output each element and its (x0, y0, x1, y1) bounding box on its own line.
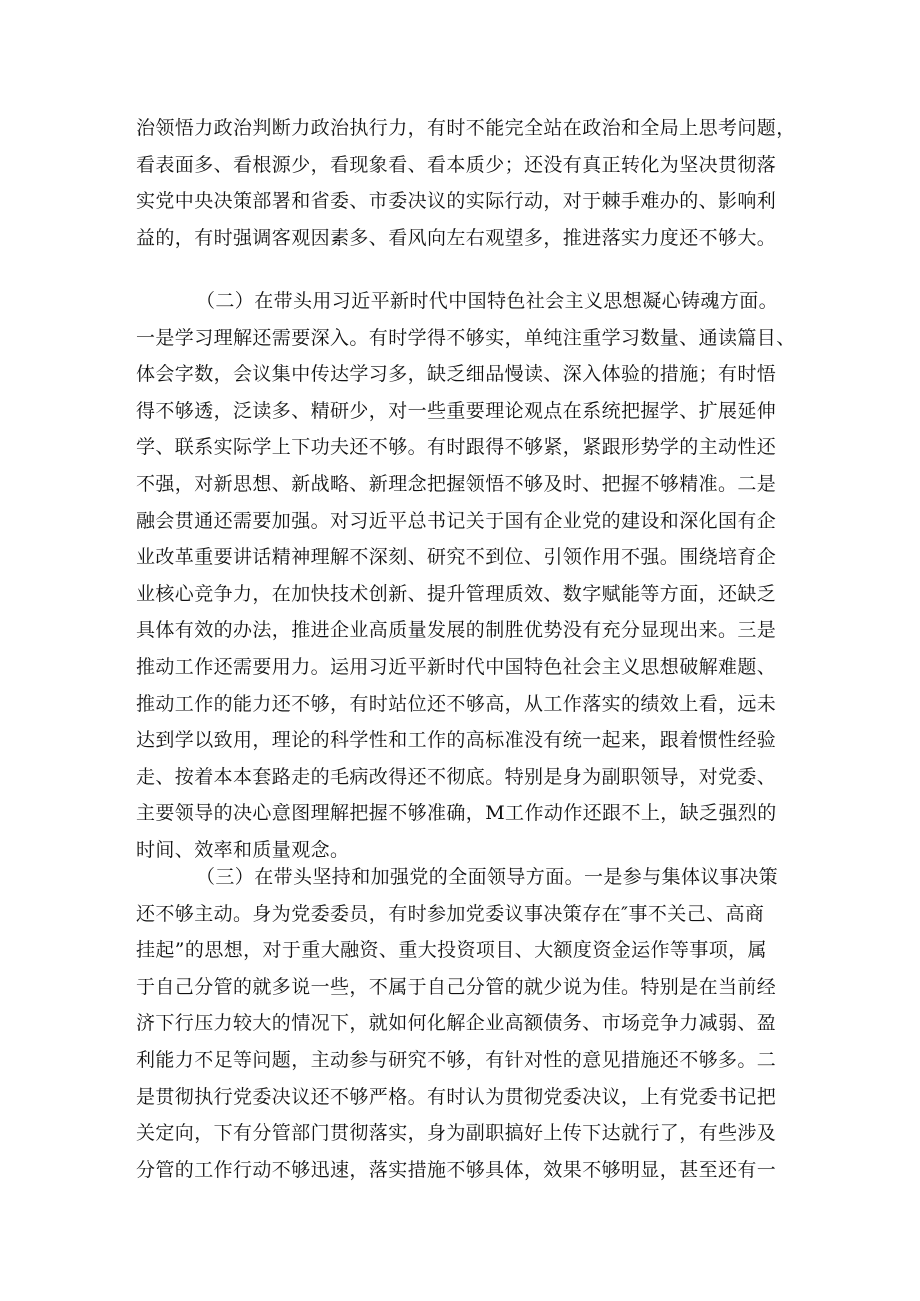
text-line: 济下行压力较大的情况下，就如何化解企业高额债务、市场竞争力减弱、盈 (136, 1012, 777, 1035)
text-line: 时间、效率和质量观念。 (136, 838, 350, 861)
text-line: 不强，对新思想、新战略、新理念把握领悟不够及时、把握不够精准。二是 (136, 472, 777, 495)
text-line: 得不够透，泛读多、精研少，对一些重要理论观点在系统把握学、扩展延伸 (136, 399, 777, 422)
text-line: 还不够主动。身为党委委员，有时参加党委议事决策存在″事不关己、高商 (136, 902, 765, 925)
text-line: 具体有效的办法，推进企业高质量发展的制胜优势没有充分显现出来。三是 (136, 619, 777, 642)
text-line: 治领悟力政治判断力政治执行力，有时不能完全站在政治和全局上思考问题， (136, 117, 796, 139)
text-line: 分管的工作行动不够迅速，落实措施不够具体，效果不够明显，甚至还有一 (136, 1158, 777, 1181)
text-line: 一是学习理解还需要深入。有时学得不够实，单纯注重学习数量、通读篇目、 (136, 326, 796, 349)
paragraph-section-three (136, 859, 796, 1188)
text-line: 利能力不足等问题，主动参与研究不够，有针对性的意见措施还不够多。二 (136, 1048, 777, 1071)
paragraph-political-awareness (136, 110, 796, 256)
text-line: 挂起”的思想，对于重大融资、重大投资项目、大额度资金运作等事项，属 (136, 939, 767, 962)
text-line: 达到学以致用，理论的科学性和工作的高标准没有统一起来，跟着惯性经验 (136, 729, 777, 752)
text-line: 业改革重要讲话精神理解不深刻、研究不到位、引领作用不强。围绕培育企 (136, 546, 777, 569)
text-line: 学、联系实际学上下功夫还不够。有时跟得不够紧，紧跟形势学的主动性还 (136, 436, 777, 459)
text-line: 于自己分管的就多说一些，不属于自己分管的就少说为佳。特别是在当前经 (136, 975, 777, 998)
text-line: 主要领导的决心意图理解把握不够准确，M工作动作还跟不上，缺乏强烈的 (136, 802, 777, 825)
section-heading-three: （三）在带头坚持和加强党的全面领导方面。一是参与集体议事决策 (196, 866, 779, 888)
text-line: 体会字数，会议集中传达学习多，缺乏细品慢读、深入体验的措施；有时悟 (136, 363, 777, 386)
text-line: 是贯彻执行党委决议还不够严格。有时认为贯彻党委决议，上有党委书记把 (136, 1085, 777, 1108)
text-line: 业核心竞争力，在加快技术创新、提升管理质效、数字赋能等方面，还缺乏 (136, 582, 777, 605)
text-line: 看表面多、看根源少，看现象看、看本质少；还没有真正转化为坚决贯彻落 (136, 153, 777, 176)
text-line: 关定向，下有分管部门贯彻落实，身为副职搞好上传下达就行了，有些涉及 (136, 1122, 777, 1145)
text-line: 实党中央决策部署和省委、市委决议的实际行动，对于棘手难办的、影响利 (136, 190, 777, 213)
paragraph-section-two (136, 283, 796, 869)
text-line: 推动工作的能力还不够，有时站位还不够高，从工作落实的绩效上看，远未 (136, 692, 777, 715)
text-line: 走、按着本本套路走的毛病改得还不彻底。特别是身为副职领导，对党委、 (136, 765, 777, 788)
text-line: 融会贯通还需要加强。对习近平总书记关于国有企业党的建设和深化国有企 (136, 509, 777, 532)
section-heading-two: （二）在带头用习近平新时代中国特色社会主义思想凝心铸魂方面。 (196, 290, 779, 312)
text-line: 推动工作还需要用力。运用习近平新时代中国特色社会主义思想破解难题、 (136, 655, 777, 678)
text-line: 益的，有时强调客观因素多、看风向左右观望多，推进落实力度还不够大。 (136, 226, 777, 249)
